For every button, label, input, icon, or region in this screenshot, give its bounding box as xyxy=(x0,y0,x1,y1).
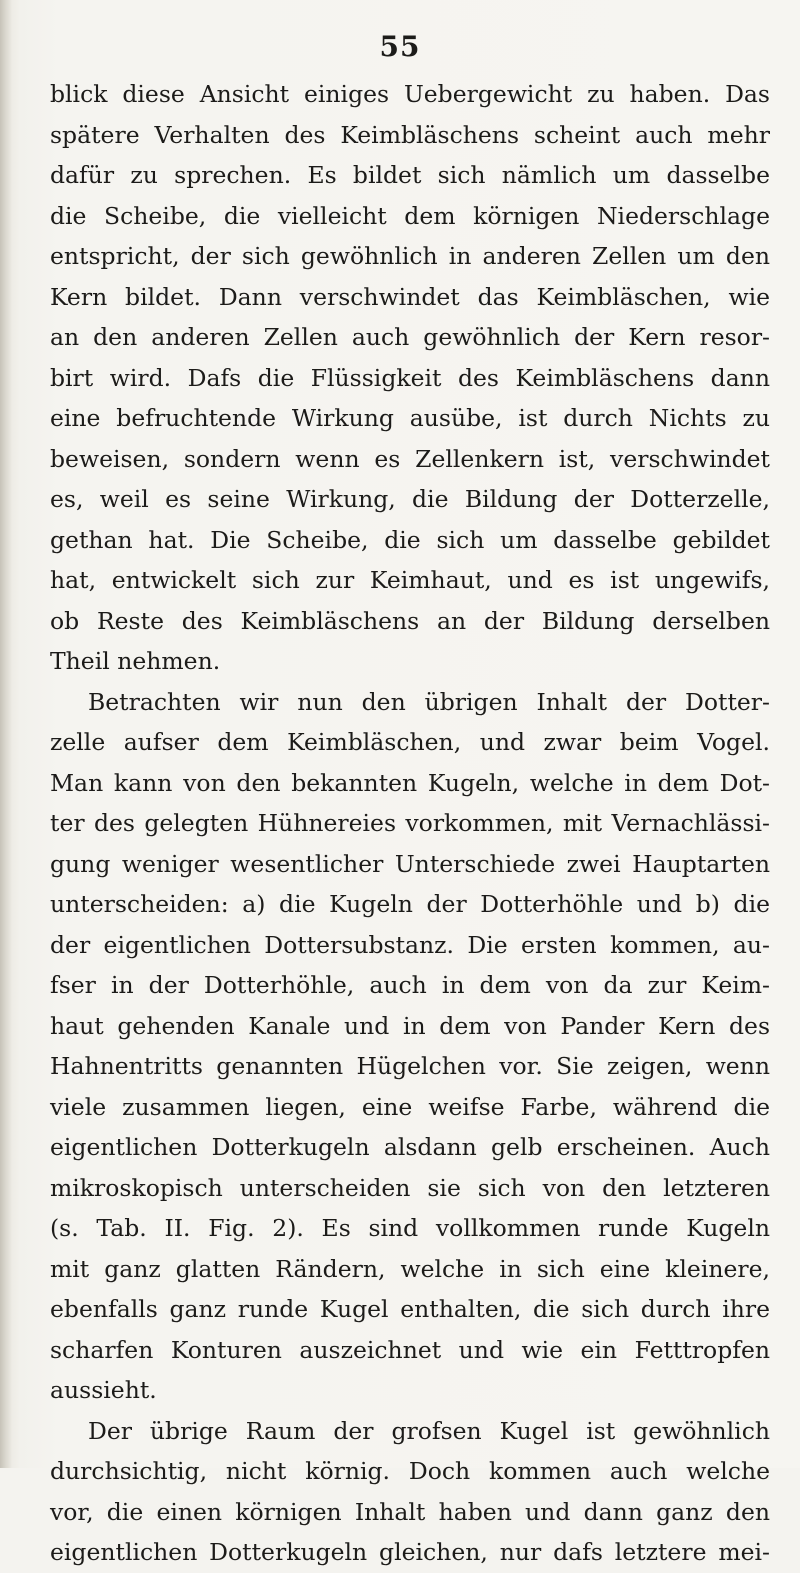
text-line: gung weniger wesentlicher Unterschiede zwei Hauptarten xyxy=(50,849,770,878)
text-line: (s. Tab. II. Fig. 2). Es sind vollkommen runde Kugeln xyxy=(50,1214,770,1242)
text-line: ebenfalls ganz runde Kugel enthalten, die sich durch ihre xyxy=(50,1295,770,1323)
text-line: durchsichtig, nicht körnig. Doch kommen auch welche xyxy=(50,1457,770,1485)
paragraph-end-line: aussieht. xyxy=(50,1376,157,1404)
body-text xyxy=(50,74,770,1573)
text-line: eine befruchtende Wirkung ausübe, ist durch Nichts zu xyxy=(50,404,770,432)
text-line: der eigentlichen Dottersubstanz. Die ersten kommen, au- xyxy=(50,930,770,959)
text-line: gethan hat. Die Scheibe, die sich um dasselbe gebildet xyxy=(50,525,770,554)
text-line: mikroskopisch unterscheiden sie sich von den letzteren xyxy=(50,1173,770,1202)
text-line: birt wird. Dafs die Flüssigkeit des Keimbläschens dann xyxy=(50,363,770,392)
text-line: fser in der Dotterhöhle, auch in dem von da zur Keim- xyxy=(50,971,770,999)
text-line: die Scheibe, die vielleicht dem körnigen Niederschlage xyxy=(50,201,770,230)
text-line: viele zusammen liegen, eine weifse Farbe, während die xyxy=(50,1092,770,1121)
text-line: unterscheiden: a) die Kugeln der Dotterhöhle und b) die xyxy=(50,890,770,918)
page-number: 55 xyxy=(379,30,421,63)
text-line: es, weil es seine Wirkung, die Bildung der Dotterzelle, xyxy=(50,485,770,513)
paragraph-start-line: Der übrige Raum der grofsen Kugel ist gewöhnlich xyxy=(88,1416,770,1445)
paragraph-start-line: Betrachten wir nun den übrigen Inhalt der Dotter- xyxy=(88,687,770,716)
paragraph-end-line: Theil nehmen. xyxy=(50,647,221,675)
text-line: ter des gelegten Hühnereies vorkommen, mit Vernachlässi- xyxy=(50,809,770,837)
text-line: mit ganz glatten Rändern, welche in sich eine kleinere, xyxy=(50,1254,770,1283)
text-line: zelle aufser dem Keimbläschen, und zwar beim Vogel. xyxy=(50,728,770,756)
text-line: Hahnentritts genannten Hügelchen vor. Sie zeigen, wenn xyxy=(50,1052,770,1080)
text-line: Kern bildet. Dann verschwindet das Keimbläschen, wie xyxy=(50,282,770,311)
text-line: Man kann von den bekannten Kugeln, welche in dem Dot- xyxy=(50,768,770,797)
text-line: spätere Verhalten des Keimbläschens scheint auch mehr xyxy=(50,120,770,149)
text-line: an den anderen Zellen auch gewöhnlich der Kern resor- xyxy=(50,323,770,351)
text-line: eigentlichen Dotterkugeln gleichen, nur dafs letztere mei- xyxy=(50,1538,770,1566)
text-line: vor, die einen körnigen Inhalt haben und dann ganz den xyxy=(50,1497,770,1526)
text-line: haut gehenden Kanale und in dem von Pander Kern des xyxy=(50,1011,770,1040)
text-line: beweisen, sondern wenn es Zellenkern ist, verschwindet xyxy=(50,444,770,473)
spine-shadow xyxy=(0,0,12,1468)
text-line: ob Reste des Keimbläschens an der Bildung derselben xyxy=(50,606,770,635)
text-line: dafür zu sprechen. Es bildet sich nämlich um dasselbe xyxy=(50,161,770,189)
text-line: eigentlichen Dotterkugeln alsdann gelb erscheinen. Auch xyxy=(50,1133,770,1161)
text-line: hat, entwickelt sich zur Keimhaut, und es ist ungewifs, xyxy=(50,566,770,594)
text-line: blick diese Ansicht einiges Uebergewicht zu haben. Das xyxy=(50,80,770,108)
text-line: scharfen Konturen auszeichnet und wie ein Fetttropfen xyxy=(50,1335,770,1364)
text-line: entspricht, der sich gewöhnlich in anderen Zellen um den xyxy=(50,242,770,270)
